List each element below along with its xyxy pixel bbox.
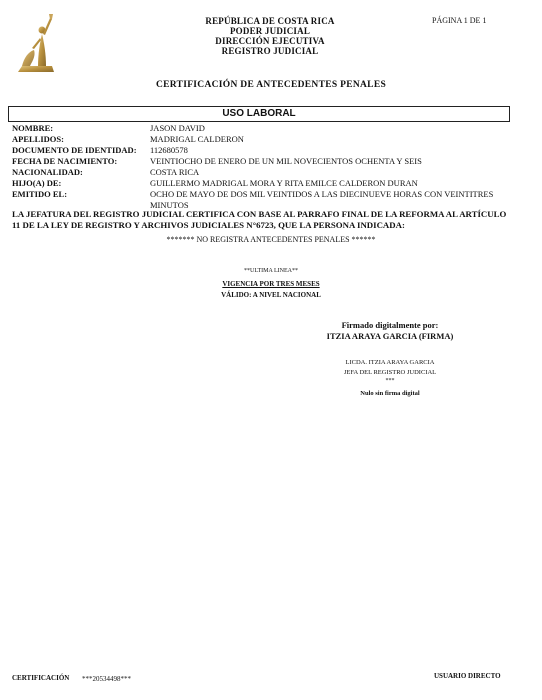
header-branch: PODER JUDICIAL — [229, 26, 311, 36]
field-row-nombre — [12, 123, 512, 134]
document-title: CERTIFICACIÓN DE ANTECEDENTES PENALES — [155, 80, 387, 90]
page-number: PÁGINA 1 DE 1 — [432, 16, 487, 25]
usage-type-box: USO LABORAL — [8, 106, 510, 122]
institution-header — [120, 16, 420, 56]
certification-statement: LA JEFATURA DEL REGISTRO JUDICIAL CERTIFICA CON BASE AL PARRAFO FINAL DE LA REFORMA AL ARTÍCULO 11 DE LA LEY DE REGISTRO Y ARCHIVOS JUDICIALES N°6723, QUE LA PERSONA INDICADA: — [12, 209, 507, 230]
field-label: APELLIDOS: — [12, 134, 64, 144]
field-row-emitido — [12, 189, 512, 211]
field-row-nacionalidad — [12, 167, 512, 178]
signer-title-block — [310, 358, 470, 378]
signature-caption: Firmado digitalmente por: — [341, 320, 439, 330]
field-value: GUILLERMO MADRIGAL MORA Y RITA EMILCE CALDERON DURAN — [150, 178, 418, 188]
digital-signature-block — [310, 320, 470, 342]
footer-user-type: USUARIO DIRECTO — [434, 672, 501, 680]
header-direction: DIRECCIÓN EJECUTIVA — [215, 36, 325, 46]
no-record-statement: ******* NO REGISTRA ANTECEDENTES PENALES ****** — [166, 235, 376, 244]
field-label: DOCUMENTO DE IDENTIDAD: — [12, 145, 137, 155]
header-country: REPÚBLICA DE COSTA RICA — [205, 16, 335, 26]
field-value: MADRIGAL CALDERON — [150, 134, 244, 144]
field-value: COSTA RICA — [150, 167, 200, 177]
justice-statue-logo-icon — [14, 12, 58, 76]
field-value: VEINTIOCHO DE ENERO DE UN MIL NOVECIENTOS OCHENTA Y SEIS — [150, 156, 422, 166]
footer-certification-label: CERTIFICACIÓN — [12, 674, 70, 682]
signer-full-name: LICDA. ITZIA ARAYA GARCIA — [345, 359, 435, 366]
field-row-fecha-nacimiento — [12, 156, 512, 167]
field-row-apellidos — [12, 134, 512, 145]
field-value: 112680578 — [150, 145, 188, 155]
signer-position: JEFA DEL REGISTRO JUDICIAL — [343, 369, 437, 376]
field-value: JASON DAVID — [150, 123, 205, 133]
header-registry: REGISTRO JUDICIAL — [221, 46, 319, 56]
field-row-hijo-de — [12, 178, 512, 189]
field-label: EMITIDO EL: — [12, 189, 68, 199]
field-label: HIJO(A) DE: — [12, 178, 62, 188]
validity-period: VIGENCIA POR TRES MESES — [222, 280, 320, 288]
field-value: OCHO DE MAYO DE DOS MIL VEINTIDOS A LAS DIECINUEVE HORAS CON VEINTITRES MINUTOS — [150, 189, 494, 210]
personal-data-table — [12, 123, 512, 211]
signer-name: ITZIA ARAYA GARCIA (FIRMA) — [326, 331, 454, 341]
field-label: NOMBRE: — [12, 123, 54, 133]
field-label: NACIONALIDAD: — [12, 167, 83, 177]
certification-number: ***20534498*** — [82, 675, 131, 683]
field-label: FECHA DE NACIMIENTO: — [12, 156, 118, 166]
last-line-marker: **ULTIMA LINEA** — [244, 268, 298, 274]
field-row-documento — [12, 145, 512, 156]
signature-separator: *** — [385, 378, 395, 384]
validity-scope: VÁLIDO: A NIVEL NACIONAL — [221, 291, 321, 299]
null-without-signature-note: Nulo sin firma digital — [360, 390, 420, 397]
